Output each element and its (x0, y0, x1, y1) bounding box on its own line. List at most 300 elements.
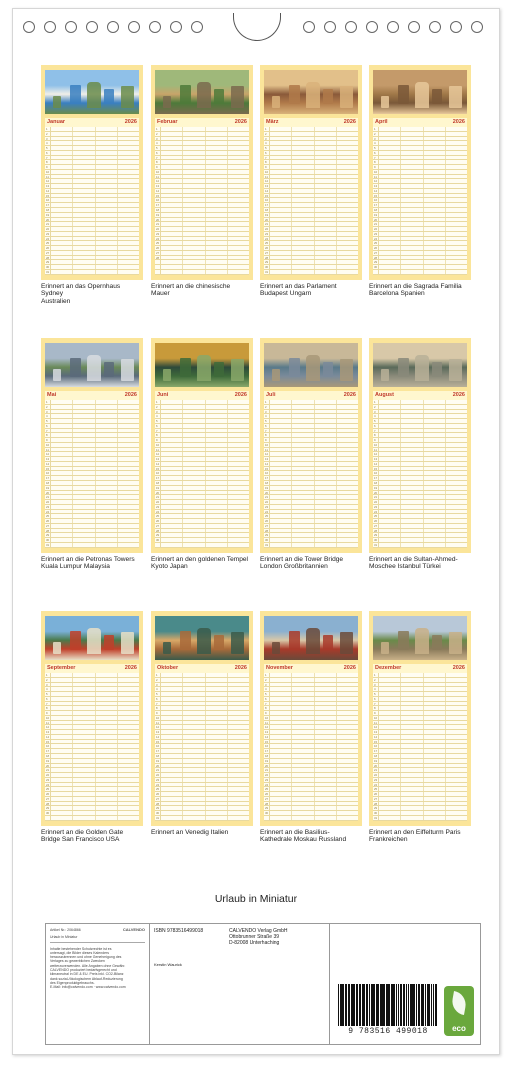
day-cell (337, 716, 358, 720)
day-cell (337, 141, 358, 145)
day-cell (379, 179, 401, 183)
caption-line: Australien (41, 297, 71, 305)
day-number: 19 (46, 212, 50, 217)
caption-line: Bridge San Francisco USA (41, 836, 120, 844)
day-cell (379, 175, 401, 179)
day-cell (228, 533, 249, 537)
day-number: 15 (46, 466, 50, 471)
day-number: 21 (156, 495, 160, 500)
day-cell (292, 410, 314, 414)
day-cell (401, 141, 423, 145)
day-cell (161, 792, 183, 796)
day-cell (73, 510, 95, 514)
day-cell (379, 716, 401, 720)
day-cell (51, 227, 73, 231)
day-cell (401, 203, 423, 207)
day-number: 7 (264, 702, 270, 706)
day-cell (51, 706, 73, 710)
day-cell (379, 448, 401, 452)
barcode-bar (362, 984, 363, 1026)
day-cell (51, 141, 73, 145)
day-cell (401, 697, 423, 701)
day-cell (401, 792, 423, 796)
day-cell (446, 816, 467, 820)
day-cell (424, 424, 446, 428)
day-cell (446, 543, 467, 547)
day-cell (379, 198, 401, 202)
day-cell (446, 237, 467, 241)
day-cell (51, 476, 73, 480)
binding-hole (128, 21, 140, 33)
day-cell (401, 711, 423, 715)
day-cell (379, 754, 401, 758)
day-cell (315, 433, 337, 437)
day-number: 20 (374, 763, 378, 768)
day-number: 11 (264, 721, 270, 725)
day-cell (270, 697, 292, 701)
day-cell (51, 683, 73, 687)
day-number: 12 (265, 452, 269, 457)
day-cell (206, 405, 228, 409)
photo-detail (306, 355, 320, 381)
day-cell (161, 759, 183, 763)
day-number: 16 (265, 471, 269, 476)
day-cell (51, 524, 73, 528)
day-number: 31 (46, 542, 50, 547)
day-cell (446, 529, 467, 533)
day-cell (206, 414, 228, 418)
day-cell (96, 749, 118, 753)
day-cell (228, 467, 249, 471)
photo-detail (163, 642, 171, 654)
day-cell (73, 816, 95, 820)
day-cell (401, 175, 423, 179)
day-cell (337, 687, 358, 691)
day-number: 10 (156, 169, 160, 174)
day-cell (73, 443, 95, 447)
month-caption (41, 829, 143, 844)
day-cell (315, 160, 337, 164)
day-cell (161, 687, 183, 691)
day-number: 11 (155, 448, 161, 452)
photo-detail (87, 82, 101, 108)
day-cell (161, 251, 183, 255)
day-number: 30 (156, 811, 160, 816)
barcode-bar (384, 984, 385, 1026)
day-number: 10 (156, 442, 160, 447)
day-cell (379, 438, 401, 442)
day-cell (401, 170, 423, 174)
day-number: 2 (264, 405, 270, 409)
day-number: 5 (264, 692, 270, 696)
day-number: 13 (374, 184, 378, 189)
day-cell (292, 141, 314, 145)
month-year: 2026 (343, 665, 356, 671)
day-cell (292, 495, 314, 499)
day-cell (183, 538, 205, 542)
day-number: 24 (156, 782, 160, 787)
barcode-bars (338, 984, 438, 1026)
day-cell (270, 702, 292, 706)
day-cell (161, 697, 183, 701)
day-cell (337, 265, 358, 269)
day-cell (270, 778, 292, 782)
caption-line: Erinnert an die Basilius- (260, 829, 330, 836)
day-cell (337, 486, 358, 490)
publisher-line: Ottobrunner Straße 39 (229, 934, 280, 940)
day-number: 6 (155, 424, 161, 428)
day-cell (446, 519, 467, 523)
caption-line: Kyoto Japan (151, 563, 188, 571)
day-row (45, 543, 139, 548)
day-cell (118, 683, 139, 687)
day-cell (118, 505, 139, 509)
day-cell (161, 429, 183, 433)
barcode-bar (372, 984, 374, 1026)
day-cell (161, 692, 183, 696)
day-cell (446, 768, 467, 772)
day-cell (337, 462, 358, 466)
day-number: 7 (264, 156, 270, 160)
day-cell (337, 203, 358, 207)
day-cell (118, 448, 139, 452)
day-cell (424, 697, 446, 701)
barcode-bar (425, 984, 426, 1026)
day-cell (315, 749, 337, 753)
day-cell (315, 452, 337, 456)
day-cell (401, 481, 423, 485)
day-cell (51, 265, 73, 269)
day-cell (292, 811, 314, 815)
day-cell (337, 519, 358, 523)
day-cell (337, 749, 358, 753)
day-cell (161, 749, 183, 753)
day-cell (292, 510, 314, 514)
day-cell (424, 208, 446, 212)
month-year: 2026 (452, 665, 465, 671)
day-number: 6 (155, 697, 161, 701)
day-cell (161, 543, 183, 547)
day-cell (379, 673, 401, 677)
day-cell (379, 241, 401, 245)
day-cell (51, 754, 73, 758)
day-cell (379, 519, 401, 523)
day-number: 13 (156, 730, 160, 735)
day-number: 23 (46, 231, 50, 236)
day-cell (51, 735, 73, 739)
day-cell (118, 443, 139, 447)
day-cell (401, 778, 423, 782)
day-cell (73, 237, 95, 241)
day-cell (73, 692, 95, 696)
day-cell (379, 692, 401, 696)
day-cell (315, 260, 337, 264)
day-cell (270, 673, 292, 677)
day-number: 17 (46, 749, 50, 754)
day-cell (161, 678, 183, 682)
day-cell (118, 749, 139, 753)
day-cell (446, 505, 467, 509)
day-cell (446, 194, 467, 198)
day-cell (446, 270, 467, 274)
day-cell (118, 802, 139, 806)
day-cell (228, 740, 249, 744)
day-number: 9 (373, 711, 379, 715)
day-cell (315, 773, 337, 777)
day-cell (206, 222, 228, 226)
day-cell (292, 198, 314, 202)
day-cell (228, 711, 249, 715)
day-cell (228, 146, 249, 150)
day-cell (228, 543, 249, 547)
day-number: 29 (46, 533, 50, 538)
day-number: 18 (156, 481, 160, 486)
day-cell (401, 160, 423, 164)
photo-detail (415, 355, 429, 381)
day-cell (337, 711, 358, 715)
day-number: 23 (374, 777, 378, 782)
day-cell (51, 246, 73, 250)
day-cell (401, 721, 423, 725)
day-cell (337, 127, 358, 131)
day-cell (379, 462, 401, 466)
photo-detail (70, 358, 81, 377)
day-number: 21 (156, 768, 160, 773)
day-cell (424, 198, 446, 202)
day-cell (292, 222, 314, 226)
day-cell (96, 524, 118, 528)
day-cell (446, 203, 467, 207)
day-number: 12 (156, 725, 160, 730)
day-cell (118, 481, 139, 485)
day-cell (73, 683, 95, 687)
day-cell (51, 184, 73, 188)
month-header (45, 391, 139, 400)
notice-line: klimaneutral in DE & EU. Preis inkl. CO2-Bilanz (50, 972, 124, 977)
month-header (264, 118, 358, 127)
day-cell (270, 687, 292, 691)
day-cell (315, 806, 337, 810)
day-cell (183, 806, 205, 810)
binding-hole (44, 21, 56, 33)
day-cell (228, 754, 249, 758)
day-number: 22 (46, 500, 50, 505)
day-cell (73, 538, 95, 542)
day-number: 21 (265, 768, 269, 773)
day-cell (379, 524, 401, 528)
day-number: 11 (264, 448, 270, 452)
day-cell (337, 222, 358, 226)
day-cell (446, 452, 467, 456)
day-cell (228, 471, 249, 475)
day-number: 27 (46, 523, 50, 528)
day-cell (73, 141, 95, 145)
day-cell (446, 787, 467, 791)
day-cell (51, 256, 73, 260)
day-number: 3 (373, 137, 379, 141)
day-cell (96, 783, 118, 787)
day-cell (96, 213, 118, 217)
day-number: 9 (373, 165, 379, 169)
day-cell (270, 184, 292, 188)
day-cell (96, 419, 118, 423)
month-caption (260, 283, 362, 298)
day-cell (96, 744, 118, 748)
day-number: 31 (46, 269, 50, 274)
day-cell (161, 184, 183, 188)
day-cell (315, 702, 337, 706)
day-cell (206, 165, 228, 169)
day-cell (337, 792, 358, 796)
day-cell (337, 208, 358, 212)
day-cell (73, 721, 95, 725)
day-number: 5 (373, 146, 379, 150)
day-number: 27 (265, 796, 269, 801)
day-number: 9 (264, 165, 270, 169)
day-number: 13 (374, 730, 378, 735)
day-cell (315, 711, 337, 715)
day-cell (270, 730, 292, 734)
day-cell (73, 457, 95, 461)
day-cell (161, 232, 183, 236)
day-cell (315, 141, 337, 145)
day-cell (315, 424, 337, 428)
day-number: 31 (156, 815, 160, 820)
day-cell (96, 697, 118, 701)
day-cell (446, 419, 467, 423)
day-cell (446, 524, 467, 528)
day-cell (51, 730, 73, 734)
caption-line: Kuala Lumpur Malaysia (41, 563, 110, 571)
month-block (260, 611, 362, 844)
imprint-notice (50, 947, 145, 990)
day-cell (315, 754, 337, 758)
day-number: 24 (46, 236, 50, 241)
day-cell (337, 533, 358, 537)
day-cell (206, 198, 228, 202)
day-cell (118, 787, 139, 791)
day-cell (379, 740, 401, 744)
day-cell (73, 533, 95, 537)
day-number: 30 (265, 811, 269, 816)
day-number: 22 (374, 227, 378, 232)
day-cell (206, 189, 228, 193)
day-cell (183, 419, 205, 423)
day-number: 28 (374, 255, 378, 260)
day-number: 18 (374, 754, 378, 759)
day-cell (337, 251, 358, 255)
day-cell (118, 467, 139, 471)
day-cell (292, 768, 314, 772)
day-row (373, 543, 467, 548)
day-number: 29 (374, 260, 378, 265)
day-row (264, 270, 358, 275)
day-cell (401, 462, 423, 466)
caption-line: Erinnert an den Eiffelturm Paris (369, 829, 461, 836)
landmark-photo (155, 70, 249, 114)
day-cell (206, 481, 228, 485)
day-cell (315, 816, 337, 820)
author-name: Kerstin Waurick (154, 962, 182, 967)
day-cell (379, 246, 401, 250)
day-cell (337, 156, 358, 160)
day-cell (292, 127, 314, 131)
day-cell (183, 495, 205, 499)
day-cell (51, 797, 73, 801)
day-number: 14 (374, 461, 378, 466)
day-cell (161, 816, 183, 820)
day-number: 3 (155, 683, 161, 687)
day-cell (73, 519, 95, 523)
day-number: 8 (373, 160, 379, 164)
day-cell (270, 806, 292, 810)
day-cell (183, 246, 205, 250)
day-cell (337, 405, 358, 409)
day-cell (206, 184, 228, 188)
day-cell (183, 510, 205, 514)
day-cell (183, 443, 205, 447)
day-cell (118, 462, 139, 466)
day-cell (401, 265, 423, 269)
day-cell (401, 270, 423, 274)
day-cell (337, 227, 358, 231)
month-year: 2026 (452, 119, 465, 125)
day-cell (206, 452, 228, 456)
month-caption (369, 829, 471, 844)
day-cell (424, 452, 446, 456)
day-cell (183, 735, 205, 739)
day-number: 18 (46, 208, 50, 213)
day-cell (183, 452, 205, 456)
day-cell (315, 797, 337, 801)
day-cell (96, 462, 118, 466)
day-cell (424, 687, 446, 691)
day-number: 29 (374, 806, 378, 811)
day-number: 15 (374, 466, 378, 471)
day-cell (96, 194, 118, 198)
day-cell (183, 673, 205, 677)
day-cell (424, 725, 446, 729)
day-cell (270, 170, 292, 174)
day-cell (51, 467, 73, 471)
day-cell (228, 137, 249, 141)
day-cell (424, 179, 446, 183)
day-cell (206, 467, 228, 471)
day-number: 9 (155, 711, 161, 715)
day-cell (292, 730, 314, 734)
day-number: 28 (374, 801, 378, 806)
day-cell (206, 476, 228, 480)
landmark-photo (373, 343, 467, 387)
day-number: 8 (264, 433, 270, 437)
day-number: 25 (374, 514, 378, 519)
day-cell (118, 429, 139, 433)
day-cell (315, 787, 337, 791)
notice-line: untersagt, die Bilder dieses Kalenders (50, 950, 109, 955)
day-cell (206, 438, 228, 442)
day-grid (155, 127, 249, 275)
day-number: 15 (374, 739, 378, 744)
day-cell (73, 500, 95, 504)
day-cell (270, 203, 292, 207)
day-number: 1 (45, 673, 51, 677)
day-cell (337, 768, 358, 772)
day-cell (51, 405, 73, 409)
day-cell (228, 405, 249, 409)
day-cell (292, 151, 314, 155)
binding-hole (429, 21, 441, 33)
day-number: 9 (373, 438, 379, 442)
